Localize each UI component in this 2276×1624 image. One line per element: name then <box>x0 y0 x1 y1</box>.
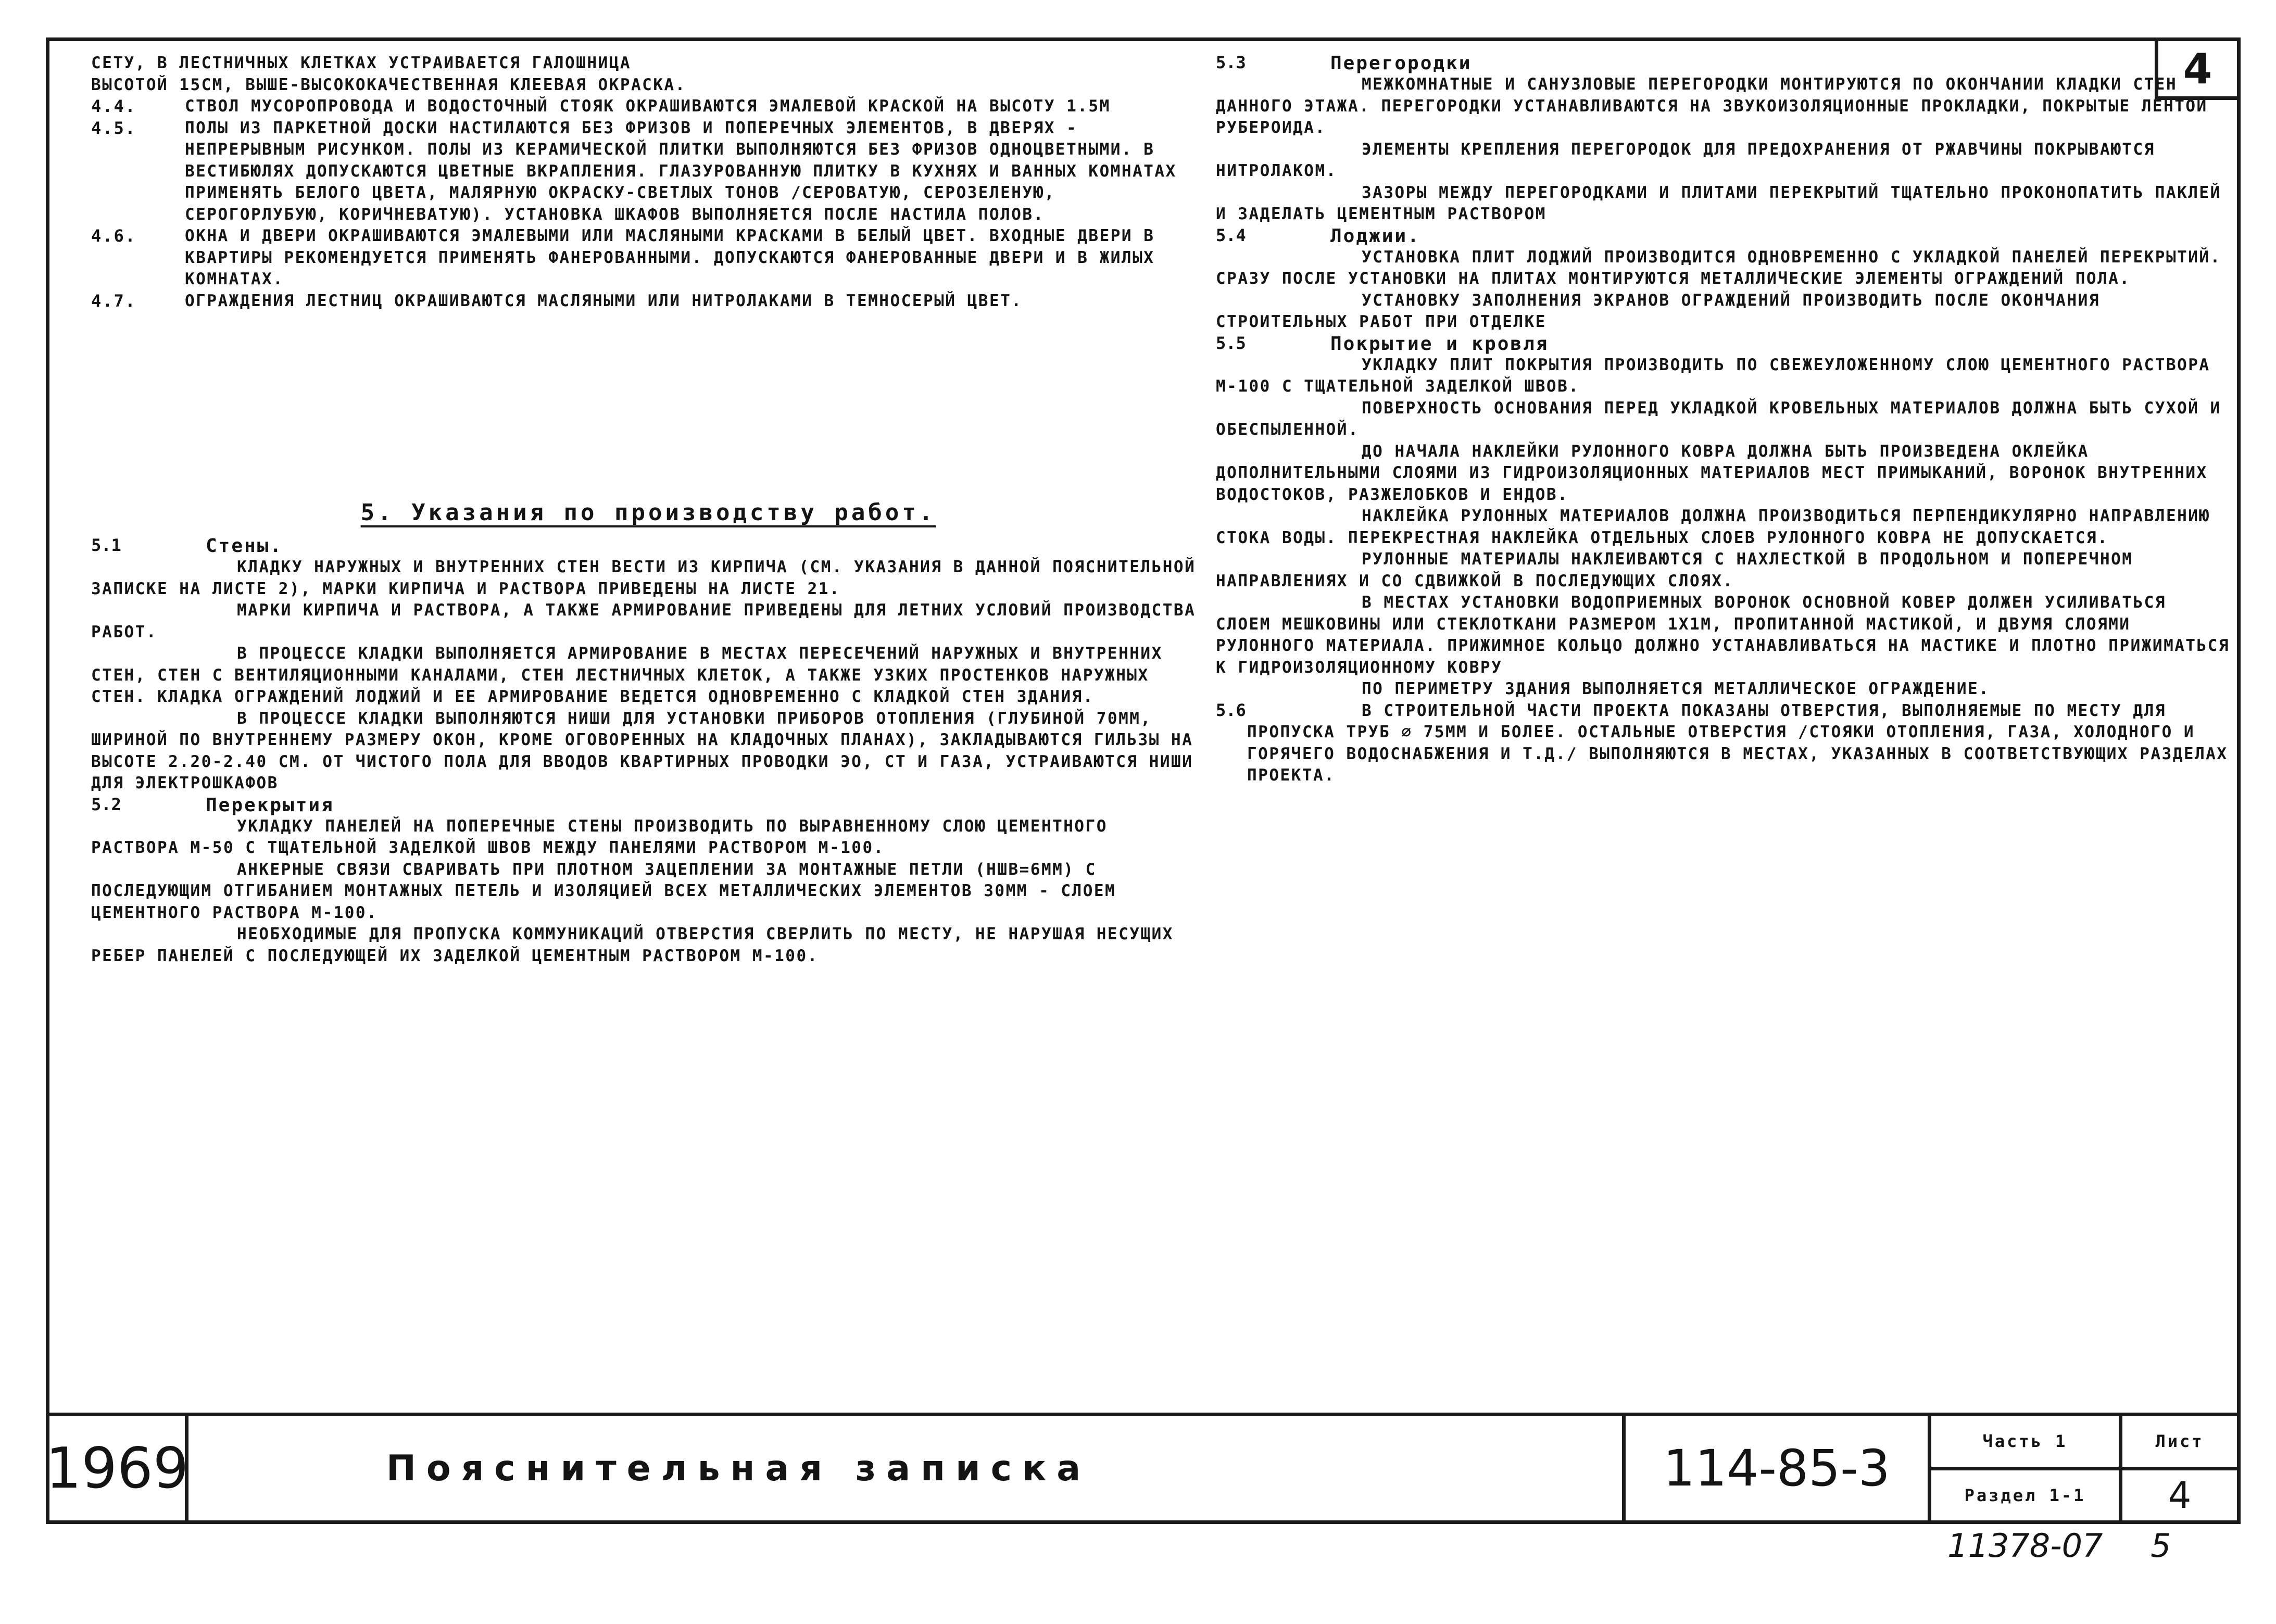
paragraph: МЕЖКОМНАТНЫЕ И САНУЗЛОВЫЕ ПЕРЕГОРОДКИ МОНТИРУЮТСЯ ПО ОКОНЧАНИИ КЛАДКИ СТЕН ДАННОГО ЭТАЖА. ПЕРЕГОРОДКИ УСТАНАВЛИВАЮТСЯ НА ЗВУКОИЗОЛЯЦИОННЫЕ ПРОКЛАДКИ, ПОКРЫТЫЕ ЛЕНТОЙ РУБЕРОИДА. <box>1216 75 2208 137</box>
section-5-6 <box>1216 700 2231 787</box>
title-block <box>45 1413 2237 1520</box>
section-label: Раздел 1-1 <box>1964 1485 2086 1505</box>
document-title: Пояснительная записка <box>386 1447 1091 1489</box>
sheet-cell <box>2119 1416 2237 1520</box>
item-4-4 <box>91 96 1205 118</box>
intro-line-2: ВЫСОТОЙ 15СМ, ВЫШЕ-ВЫСОКОКАЧЕСТВЕННАЯ КЛЕЕВАЯ ОКРАСКА. <box>91 75 686 94</box>
item-4-6 <box>91 225 1205 291</box>
right-column <box>1216 53 2231 787</box>
blank-gap <box>91 312 1205 499</box>
item-4-5 <box>91 118 1205 226</box>
archive-number: 11378-07 <box>1947 1527 2103 1565</box>
paragraph: В ПРОЦЕССЕ КЛАДКИ ВЫПОЛНЯЕТСЯ АРМИРОВАНИЕ В МЕСТАХ ПЕРЕСЕЧЕНИЙ НАРУЖНЫХ И ВНУТРЕННИХ СТЕН, СТЕН С ВЕНТИЛЯЦИОННЫМИ КАНАЛАМИ, СТЕН ЛЕСТНИЧНЫХ КЛЕТОК, А ТАКЖЕ УЗКИХ ПРОСТЕНКОВ НАРУЖНЫХ СТЕН. КЛАДКА ОГРАЖДЕНИЙ ЛОДЖИЙ И ЕЕ АРМИРОВАНИЕ ВЕДЕТСЯ ОДНОВРЕМЕННО С КЛАДКОЙ СТЕН ЗДАНИЯ. <box>91 644 1163 706</box>
paragraph: УСТАНОВКУ ЗАПОЛНЕНИЯ ЭКРАНОВ ОГРАЖДЕНИЙ ПРОИЗВОДИТЬ ПОСЛЕ ОКОНЧАНИЯ СТРОИТЕЛЬНЫХ РАБОТ ПРИ ОТДЕЛКЕ <box>1216 291 2100 331</box>
paragraph: УКЛАДКУ ПЛИТ ПОКРЫТИЯ ПРОИЗВОДИТЬ ПО СВЕЖЕУЛОЖЕННОМУ СЛОЮ ЦЕМЕНТНОГО РАСТВОРА М-100 С ТЩАТЕЛЬНОЙ ЗАДЕЛКОЙ ШВОВ. <box>1216 355 2210 396</box>
item-number: 4.6. <box>91 226 137 246</box>
item-number: 4.5. <box>91 118 137 138</box>
drawing-sheet <box>46 37 2241 1524</box>
item-text: ОКНА И ДВЕРИ ОКРАШИВАЮТСЯ ЭМАЛЕВЫМИ ИЛИ МАСЛЯНЫМИ КРАСКАМИ В БЕЛЫЙ ЦВЕТ. ВХОДНЫЕ ДВЕРИ В КВАРТИРЫ РЕКОМЕНДУЕТСЯ ПРИМЕНЯТЬ ФАНЕРОВАННЫМИ. ДОПУСКАЮТСЯ ФАНЕРОВАННЫЕ ДВЕРИ И В ЖИЛЫХ КОМНАТАХ. <box>185 226 1155 288</box>
paragraph: РУЛОННЫЕ МАТЕРИАЛЫ НАКЛЕИВАЮТСЯ С НАХЛЕСТКОЙ В ПРОДОЛЬНОМ И ПОПЕРЕЧНОМ НАПРАВЛЕНИЯХ И СО СДВИЖКОЙ В ПОСЛЕДУЮЩИХ СЛОЯХ. <box>1216 550 2133 590</box>
part-label: Часть 1 <box>1931 1416 2119 1470</box>
paragraph: В ПРОЦЕССЕ КЛАДКИ ВЫПОЛНЯЮТСЯ НИШИ ДЛЯ УСТАНОВКИ ПРИБОРОВ ОТОПЛЕНИЯ (ГЛУБИНОЙ 70ММ, ШИРИНОЙ ПО ВНУТРЕННЕМУ РАЗМЕРУ ОКОН, КРОМЕ ОГОВОРЕННЫХ НА КЛАДОЧНЫХ ПЛАНАХ), ЗАКЛАДЫВАЮТСЯ ГИЛЬЗЫ НА ВЫСОТЕ 2.20-2.40 СМ. ОТ ЧИСТОГО ПОЛА ДЛЯ ВВОДОВ КВАРТИРНЫХ ПРОВОДКИ ЭО, СТ И ГАЗА, УСТРАИВАЮТСЯ НИШИ ДЛЯ ЭЛЕКТРОШКАФОВ <box>91 709 1193 792</box>
sheet-label: Лист <box>2122 1416 2237 1470</box>
sheet-number: 4 <box>2168 1474 2192 1517</box>
section-title: Перекрытия <box>206 794 334 816</box>
paragraph: НАКЛЕЙКА РУЛОННЫХ МАТЕРИАЛОВ ДОЛЖНА ПРОИЗВОДИТЬСЯ ПЕРПЕНДИКУЛЯРНО НАПРАВЛЕНИЮ СТОКА ВОДЫ. ПЕРЕКРЕСТНАЯ НАКЛЕЙКА ОТДЕЛЬНЫХ СЛОЕВ РУЛОННОГО КОВРА НЕ ДОПУСКАЕТСЯ. <box>1216 507 2210 547</box>
section-5-1 <box>91 535 1205 557</box>
section-title: Лоджии. <box>1330 225 1420 247</box>
section-number: 5.2 <box>91 794 121 814</box>
paragraph: ЗАЗОРЫ МЕЖДУ ПЕРЕГОРОДКАМИ И ПЛИТАМИ ПЕРЕКРЫТИЙ ТЩАТЕЛЬНО ПРОКОНОПАТИТЬ ПАКЛЕЙ И ЗАДЕЛАТЬ ЦЕМЕНТНЫМ РАСТВОРОМ <box>1216 183 2221 223</box>
paragraph: В МЕСТАХ УСТАНОВКИ ВОДОПРИЕМНЫХ ВОРОНОК ОСНОВНОЙ КОВЕР ДОЛЖЕН УСИЛИВАТЬСЯ СЛОЕМ МЕШКОВИНЫ ИЛИ СТЕКЛОТКАНИ РАЗМЕРОМ 1Х1М, ПРОПИТАННОЙ МАСТИКОЙ, И ДВУМЯ СЛОЯМИ РУЛОННОГО МАТЕРИАЛА. ПРИЖИМНОЕ КОЛЬЦО ДОЛЖНО УСТАНАВЛИВАТЬСЯ НА МАСТИКЕ И ПЛОТНО ПРИЖИМАТЬСЯ К ГИДРОИЗОЛЯЦИОННОМУ КОВРУ <box>1216 593 2230 677</box>
sheet-corner-number: 4 <box>2155 37 2241 100</box>
item-number: 4.7. <box>91 291 137 311</box>
paragraph: ПОВЕРХНОСТЬ ОСНОВАНИЯ ПЕРЕД УКЛАДКОЙ КРОВЕЛЬНЫХ МАТЕРИАЛОВ ДОЛЖНА БЫТЬ СУХОЙ И ОБЕСПЫЛЕННОЙ. <box>1216 398 2221 439</box>
paragraph: УКЛАДКУ ПАНЕЛЕЙ НА ПОПЕРЕЧНЫЕ СТЕНЫ ПРОИЗВОДИТЬ ПО ВЫРАВНЕННОМУ СЛОЮ ЦЕМЕНТНОГО РАСТВОРА М-50 С ТЩАТЕЛЬНОЙ ЗАДЕЛКОЙ ШВОВ МЕЖДУ ПАНЕЛЯМИ РАСТВОРОМ М-100. <box>91 816 1108 857</box>
section-title: Перегородки <box>1330 53 1472 74</box>
paragraph: КЛАДКУ НАРУЖНЫХ И ВНУТРЕННИХ СТЕН ВЕСТИ ИЗ КИРПИЧА (СМ. УКАЗАНИЯ В ДАННОЙ ПОЯСНИТЕЛЬНОЙ ЗАПИСКЕ НА ЛИСТЕ 2), МАРКИ КИРПИЧА И РАСТВОРА ПРИВЕДЕНЫ НА ЛИСТЕ 21. <box>91 558 1196 598</box>
paragraph: ДО НАЧАЛА НАКЛЕЙКИ РУЛОННОГО КОВРА ДОЛЖНА БЫТЬ ПРОИЗВЕДЕНА ОКЛЕЙКА ДОПОЛНИТЕЛЬНЫМИ СЛОЯМИ ИЗ ГИДРОИЗОЛЯЦИОННЫХ МАТЕРИАЛОВ МЕСТ ПРИМЫКАНИЙ, ВОРОНОК ВНУТРЕННИХ ВОДОСТОКОВ, РАЗЖЕЛОБКОВ И ЕНДОВ. <box>1216 442 2208 504</box>
section-number: 5.4 <box>1216 225 1246 245</box>
section-5-5 <box>1216 333 2231 355</box>
section-5-2 <box>91 795 1205 816</box>
section-number: 5.3 <box>1216 53 1246 72</box>
paragraph: В СТРОИТЕЛЬНОЙ ЧАСТИ ПРОЕКТА ПОКАЗАНЫ ОТВЕРСТИЯ, ВЫПОЛНЯЕМЫЕ ПО МЕСТУ ДЛЯ ПРОПУСКА ТРУБ ⌀ 75ММ И БОЛЕЕ. ОСТАЛЬНЫЕ ОТВЕРСТИЯ /СТОЯКИ ОТОПЛЕНИЯ, ГАЗА, ХОЛОДНОГО И ГОРЯЧЕГО ВОДОСНАБЖЕНИЯ И Т.Д./ ВЫПОЛНЯЮТСЯ В МЕСТАХ, УКАЗАННЫХ В СООТВЕТСТВУЮЩИХ РАЗДЕЛАХ ПРОЕКТА. <box>1247 701 2228 785</box>
item-4-7 <box>91 291 1205 312</box>
section-heading: 5. Указания по производству работ. <box>360 499 936 526</box>
title-block-year: 1969 <box>49 1416 188 1520</box>
section-5-3 <box>1216 53 2231 74</box>
paragraph: АНКЕРНЫЕ СВЯЗИ СВАРИВАТЬ ПРИ ПЛОТНОМ ЗАЦЕПЛЕНИИ ЗА МОНТАЖНЫЕ ПЕТЛИ (HШВ=6ММ) С ПОСЛЕДУЮЩИМ ОТГИБАНИЕМ МОНТАЖНЫХ ПЕТЕЛЬ И ИЗОЛЯЦИЕЙ ВСЕХ МЕТАЛЛИЧЕСКИХ ЭЛЕМЕНТОВ 30ММ - СЛОЕМ ЦЕМЕНТНОГО РАСТВОРА М-100. <box>91 860 1116 922</box>
section-title: Покрытие и кровля <box>1330 333 1549 355</box>
part-section-cell <box>1928 1416 2119 1520</box>
project-code: 114-85-3 <box>1622 1416 1928 1520</box>
section-number: 5.1 <box>91 535 121 555</box>
section-5-4 <box>1216 225 2231 247</box>
paragraph: ПО ПЕРИМЕТРУ ЗДАНИЯ ВЫПОЛНЯЕТСЯ МЕТАЛЛИЧЕСКОЕ ОГРАЖДЕНИЕ. <box>1362 679 1990 698</box>
section-number: 5.5 <box>1216 333 1246 353</box>
paragraph: ЭЛЕМЕНТЫ КРЕПЛЕНИЯ ПЕРЕГОРОДОК ДЛЯ ПРЕДОХРАНЕНИЯ ОТ РЖАВЧИНЫ ПОКРЫВАЮТСЯ НИТРОЛАКОМ. <box>1216 140 2155 180</box>
page-number: 5 <box>2151 1527 2171 1565</box>
intro-line-1: СЕТУ, В ЛЕСТНИЧНЫХ КЛЕТКАХ УСТРАИВАЕТСЯ ГАЛОШНИЦА <box>91 54 632 72</box>
paragraph: МАРКИ КИРПИЧА И РАСТВОРА, А ТАКЖЕ АРМИРОВАНИЕ ПРИВЕДЕНЫ ДЛЯ ЛЕТНИХ УСЛОВИЙ ПРОИЗВОДСТВА РАБОТ. <box>91 601 1196 641</box>
paragraph: УСТАНОВКА ПЛИТ ЛОДЖИЙ ПРОИЗВОДИТСЯ ОДНОВРЕМЕННО С УКЛАДКОЙ ПАНЕЛЕЙ ПЕРЕКРЫТИЙ. СРАЗУ ПОСЛЕ УСТАНОВКИ НА ПЛИТАХ МОНТИРУЮТСЯ МЕТАЛЛИЧЕСКИЕ ЭЛЕМЕНТЫ ОГРАЖДЕНИЙ ПОЛА. <box>1216 247 2221 288</box>
item-text: СТВОЛ МУСОРОПРОВОДА И ВОДОСТОЧНЫЙ СТОЯК ОКРАШИВАЮТСЯ ЭМАЛЕВОЙ КРАСКОЙ НА ВЫСОТУ 1.5М <box>185 97 1111 116</box>
item-number: 4.4. <box>91 96 137 116</box>
item-text: ПОЛЫ ИЗ ПАРКЕТНОЙ ДОСКИ НАСТИЛАЮТСЯ БЕЗ ФРИЗОВ И ПОПЕРЕЧНЫХ ЭЛЕМЕНТОВ, В ДВЕРЯХ - НЕПРЕРЫВНЫМ РИСУНКОМ. ПОЛЫ ИЗ КЕРАМИЧЕСКОЙ ПЛИТКИ ВЫПОЛНЯЮТСЯ БЕЗ ФРИЗОВ ОДНОЦВЕТНЫМИ. В ВЕСТИБЮЛЯХ ДОПУСКАЮТСЯ ЦВЕТНЫЕ ВКРАПЛЕНИЯ. ГЛАЗУРОВАННУЮ ПЛИТКУ В КУХНЯХ И ВАННЫХ КОМНАТАХ ПРИМЕНЯТЬ БЕЛОГО ЦВЕТА, МАЛЯРНУЮ ОКРАСКУ-СВЕТЛЫХ ТОНОВ /СЕРОВАТУЮ, СЕРОЗЕЛЕНУЮ, СЕРОГОРЛУБУЮ, КОРИЧНЕВАТУЮ). УСТАНОВКА ШКАФОВ ВЫПОЛНЯЕТСЯ ПОСЛЕ НАСТИЛА ПОЛОВ. <box>185 118 1177 224</box>
section-number: 5.6 <box>1216 700 1246 720</box>
left-column <box>91 53 1205 967</box>
section-title: Стены. <box>206 535 283 557</box>
paragraph: НЕОБХОДИМЫЕ ДЛЯ ПРОПУСКА КОММУНИКАЦИЙ ОТВЕРСТИЯ СВЕРЛИТЬ ПО МЕСТУ, НЕ НАРУШАЯ НЕСУЩИХ РЕБЕР ПАНЕЛЕЙ С ПОСЛЕДУЮЩЕЙ ИХ ЗАДЕЛКОЙ ЦЕМЕНТНЫМ РАСТВОРОМ М-100. <box>91 925 1174 965</box>
item-text: ОГРАЖДЕНИЯ ЛЕСТНИЦ ОКРАШИВАЮТСЯ МАСЛЯНЫМИ ИЛИ НИТРОЛАКАМИ В ТЕМНОСЕРЫЙ ЦВЕТ. <box>185 291 1023 310</box>
